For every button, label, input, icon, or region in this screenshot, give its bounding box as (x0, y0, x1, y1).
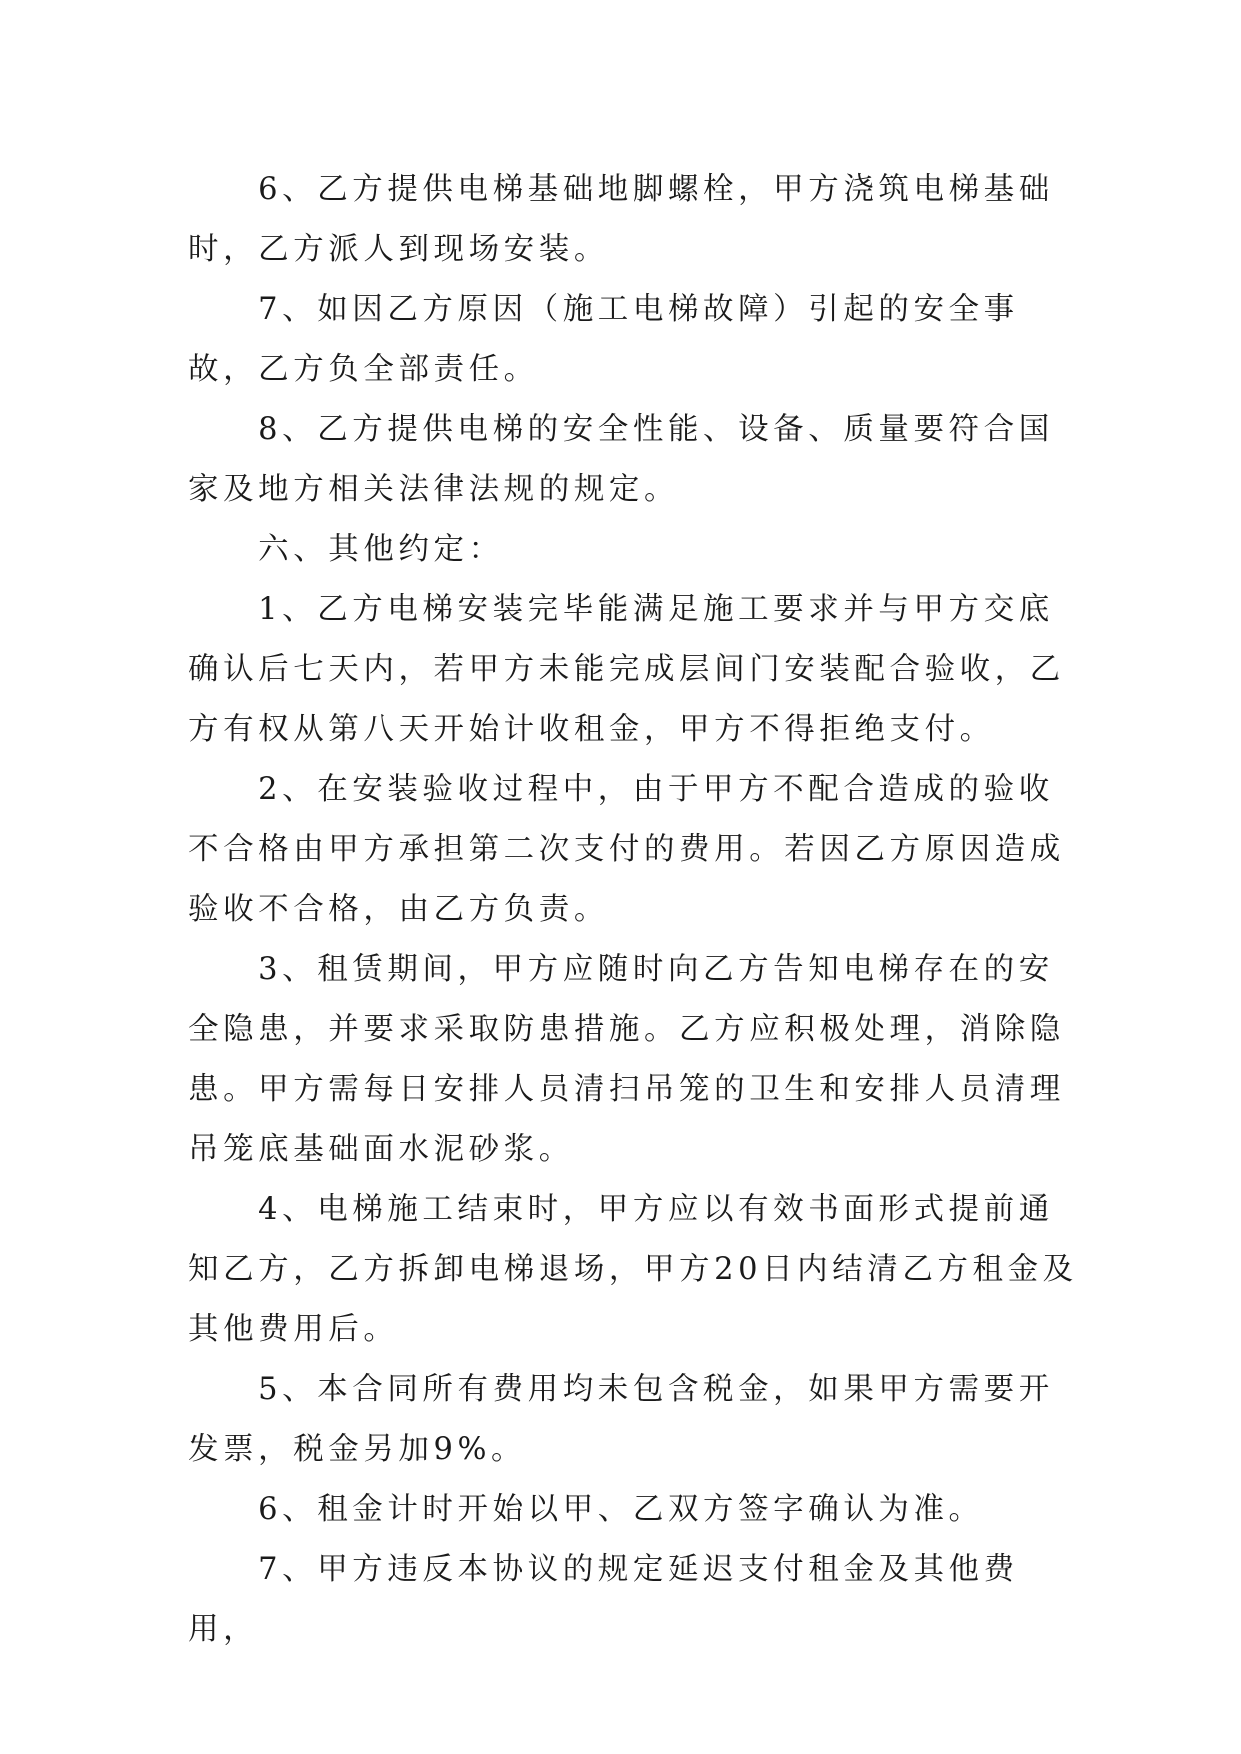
other-term-5-tax: 5、本合同所有费用均未包含税金，如果甲方需要开发票，税金另加9%。 (188, 1372, 1054, 1467)
document-body (188, 160, 1088, 1660)
other-term-2-inspection-costs: 2、在安装验收过程中，由于甲方不配合造成的验收不合格由甲方承担第二次支付的费用。若因乙方原因造成验收不合格，由乙方负责。 (188, 772, 1065, 927)
other-term-3-safety-hazards: 3、租赁期间，甲方应随时向乙方告知电梯存在的安全隐患，并要求采取防患措施。乙方应积极处理，消除隐患。甲方需每日安排人员清扫吊笼的卫生和安排人员清理吊笼底基础面水泥砂浆。 (188, 952, 1065, 1167)
other-term-7-late-payment: 7、甲方违反本协议的规定延迟支付租金及其他费用， (188, 1552, 1019, 1647)
clause-7-safety-liability: 7、如因乙方原因（施工电梯故障）引起的安全事故，乙方负全部责任。 (188, 292, 1019, 387)
clause-6-anchor-bolts: 6、乙方提供电梯基础地脚螺栓，甲方浇筑电梯基础时，乙方派人到现场安装。 (188, 172, 1054, 267)
other-term-4-dismantling: 4、电梯施工结束时，甲方应以有效书面形式提前通知乙方，乙方拆卸电梯退场，甲方20日内结清乙方租金及其他费用后。 (188, 1192, 1078, 1347)
section-heading-other-terms: 六、其他约定： (258, 532, 504, 567)
other-term-1-rent-start: 1、乙方电梯安装完毕能满足施工要求并与甲方交底确认后七天内，若甲方未能完成层间门安装配合验收，乙方有权从第八天开始计收租金，甲方不得拒绝支付。 (188, 592, 1065, 747)
clause-8-compliance: 8、乙方提供电梯的安全性能、设备、质量要符合国家及地方相关法律法规的规定。 (188, 412, 1054, 507)
other-term-6-rent-timing: 6、租金计时开始以甲、乙双方签字确认为准。 (258, 1492, 984, 1527)
